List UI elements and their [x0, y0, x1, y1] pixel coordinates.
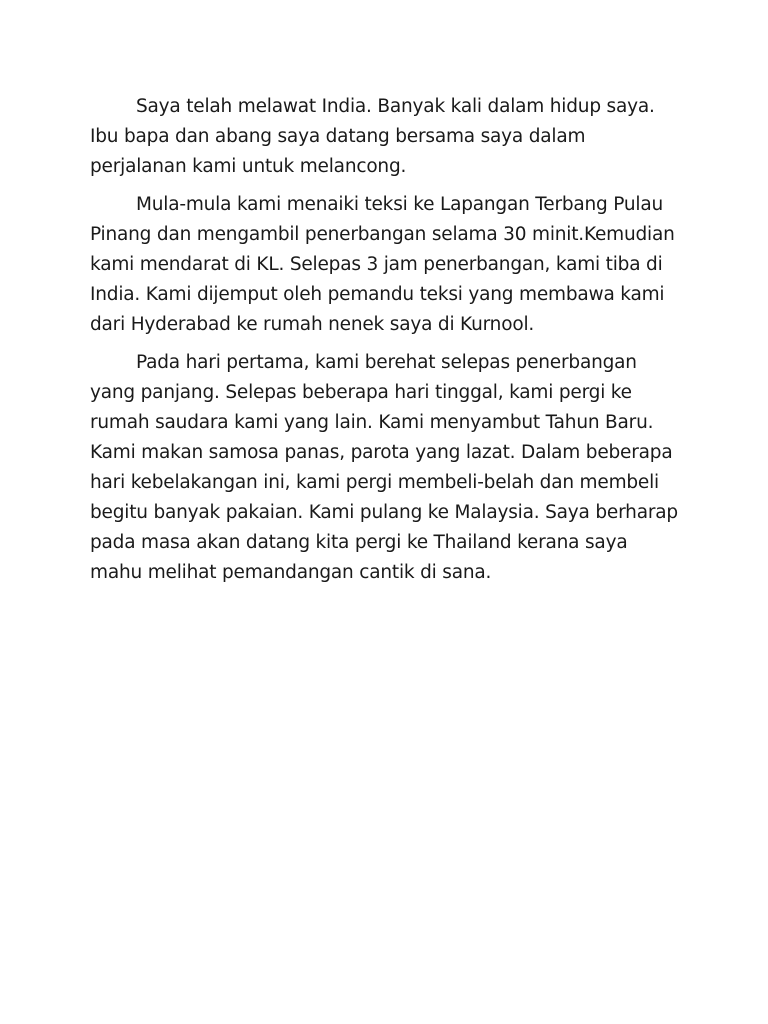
paragraph-line: dari Hyderabad ke rumah nenek saya di Kurnool.	[90, 314, 535, 335]
paragraph-1	[90, 92, 678, 182]
paragraph-line: yang panjang. Selepas beberapa hari tinggal, kami pergi ke	[90, 382, 632, 403]
paragraph-2	[90, 190, 678, 340]
paragraph-line: Mula-mula kami menaiki teksi ke Lapangan Terbang Pulau	[136, 194, 664, 215]
paragraph-line: Kami makan samosa panas, parota yang lazat. Dalam beberapa	[90, 442, 673, 463]
paragraph-line: rumah saudara kami yang lain. Kami menyambut Tahun Baru.	[90, 412, 654, 433]
paragraph-line: mahu melihat pemandangan cantik di sana.	[90, 562, 492, 583]
paragraph-line: Saya telah melawat India. Banyak kali dalam hidup saya.	[136, 96, 655, 117]
paragraph-line: India. Kami dijemput oleh pemandu teksi yang membawa kami	[90, 284, 665, 305]
paragraph-line: Pada hari pertama, kami berehat selepas penerbangan	[136, 352, 637, 373]
paragraph-line: pada masa akan datang kita pergi ke Thailand kerana saya	[90, 532, 628, 553]
paragraph-line: kami mendarat di KL. Selepas 3 jam penerbangan, kami tiba di	[90, 254, 663, 275]
paragraph-line: hari kebelakangan ini, kami pergi membeli-belah dan membeli	[90, 472, 659, 493]
paragraph-line: Pinang dan mengambil penerbangan selama 30 minit.Kemudian	[90, 224, 675, 245]
document-body	[90, 92, 678, 588]
paragraph-line: perjalanan kami untuk melancong.	[90, 156, 407, 177]
paragraph-3	[90, 348, 678, 588]
paragraph-line: begitu banyak pakaian. Kami pulang ke Malaysia. Saya berharap	[90, 502, 678, 523]
paragraph-line: Ibu bapa dan abang saya datang bersama saya dalam	[90, 126, 586, 147]
